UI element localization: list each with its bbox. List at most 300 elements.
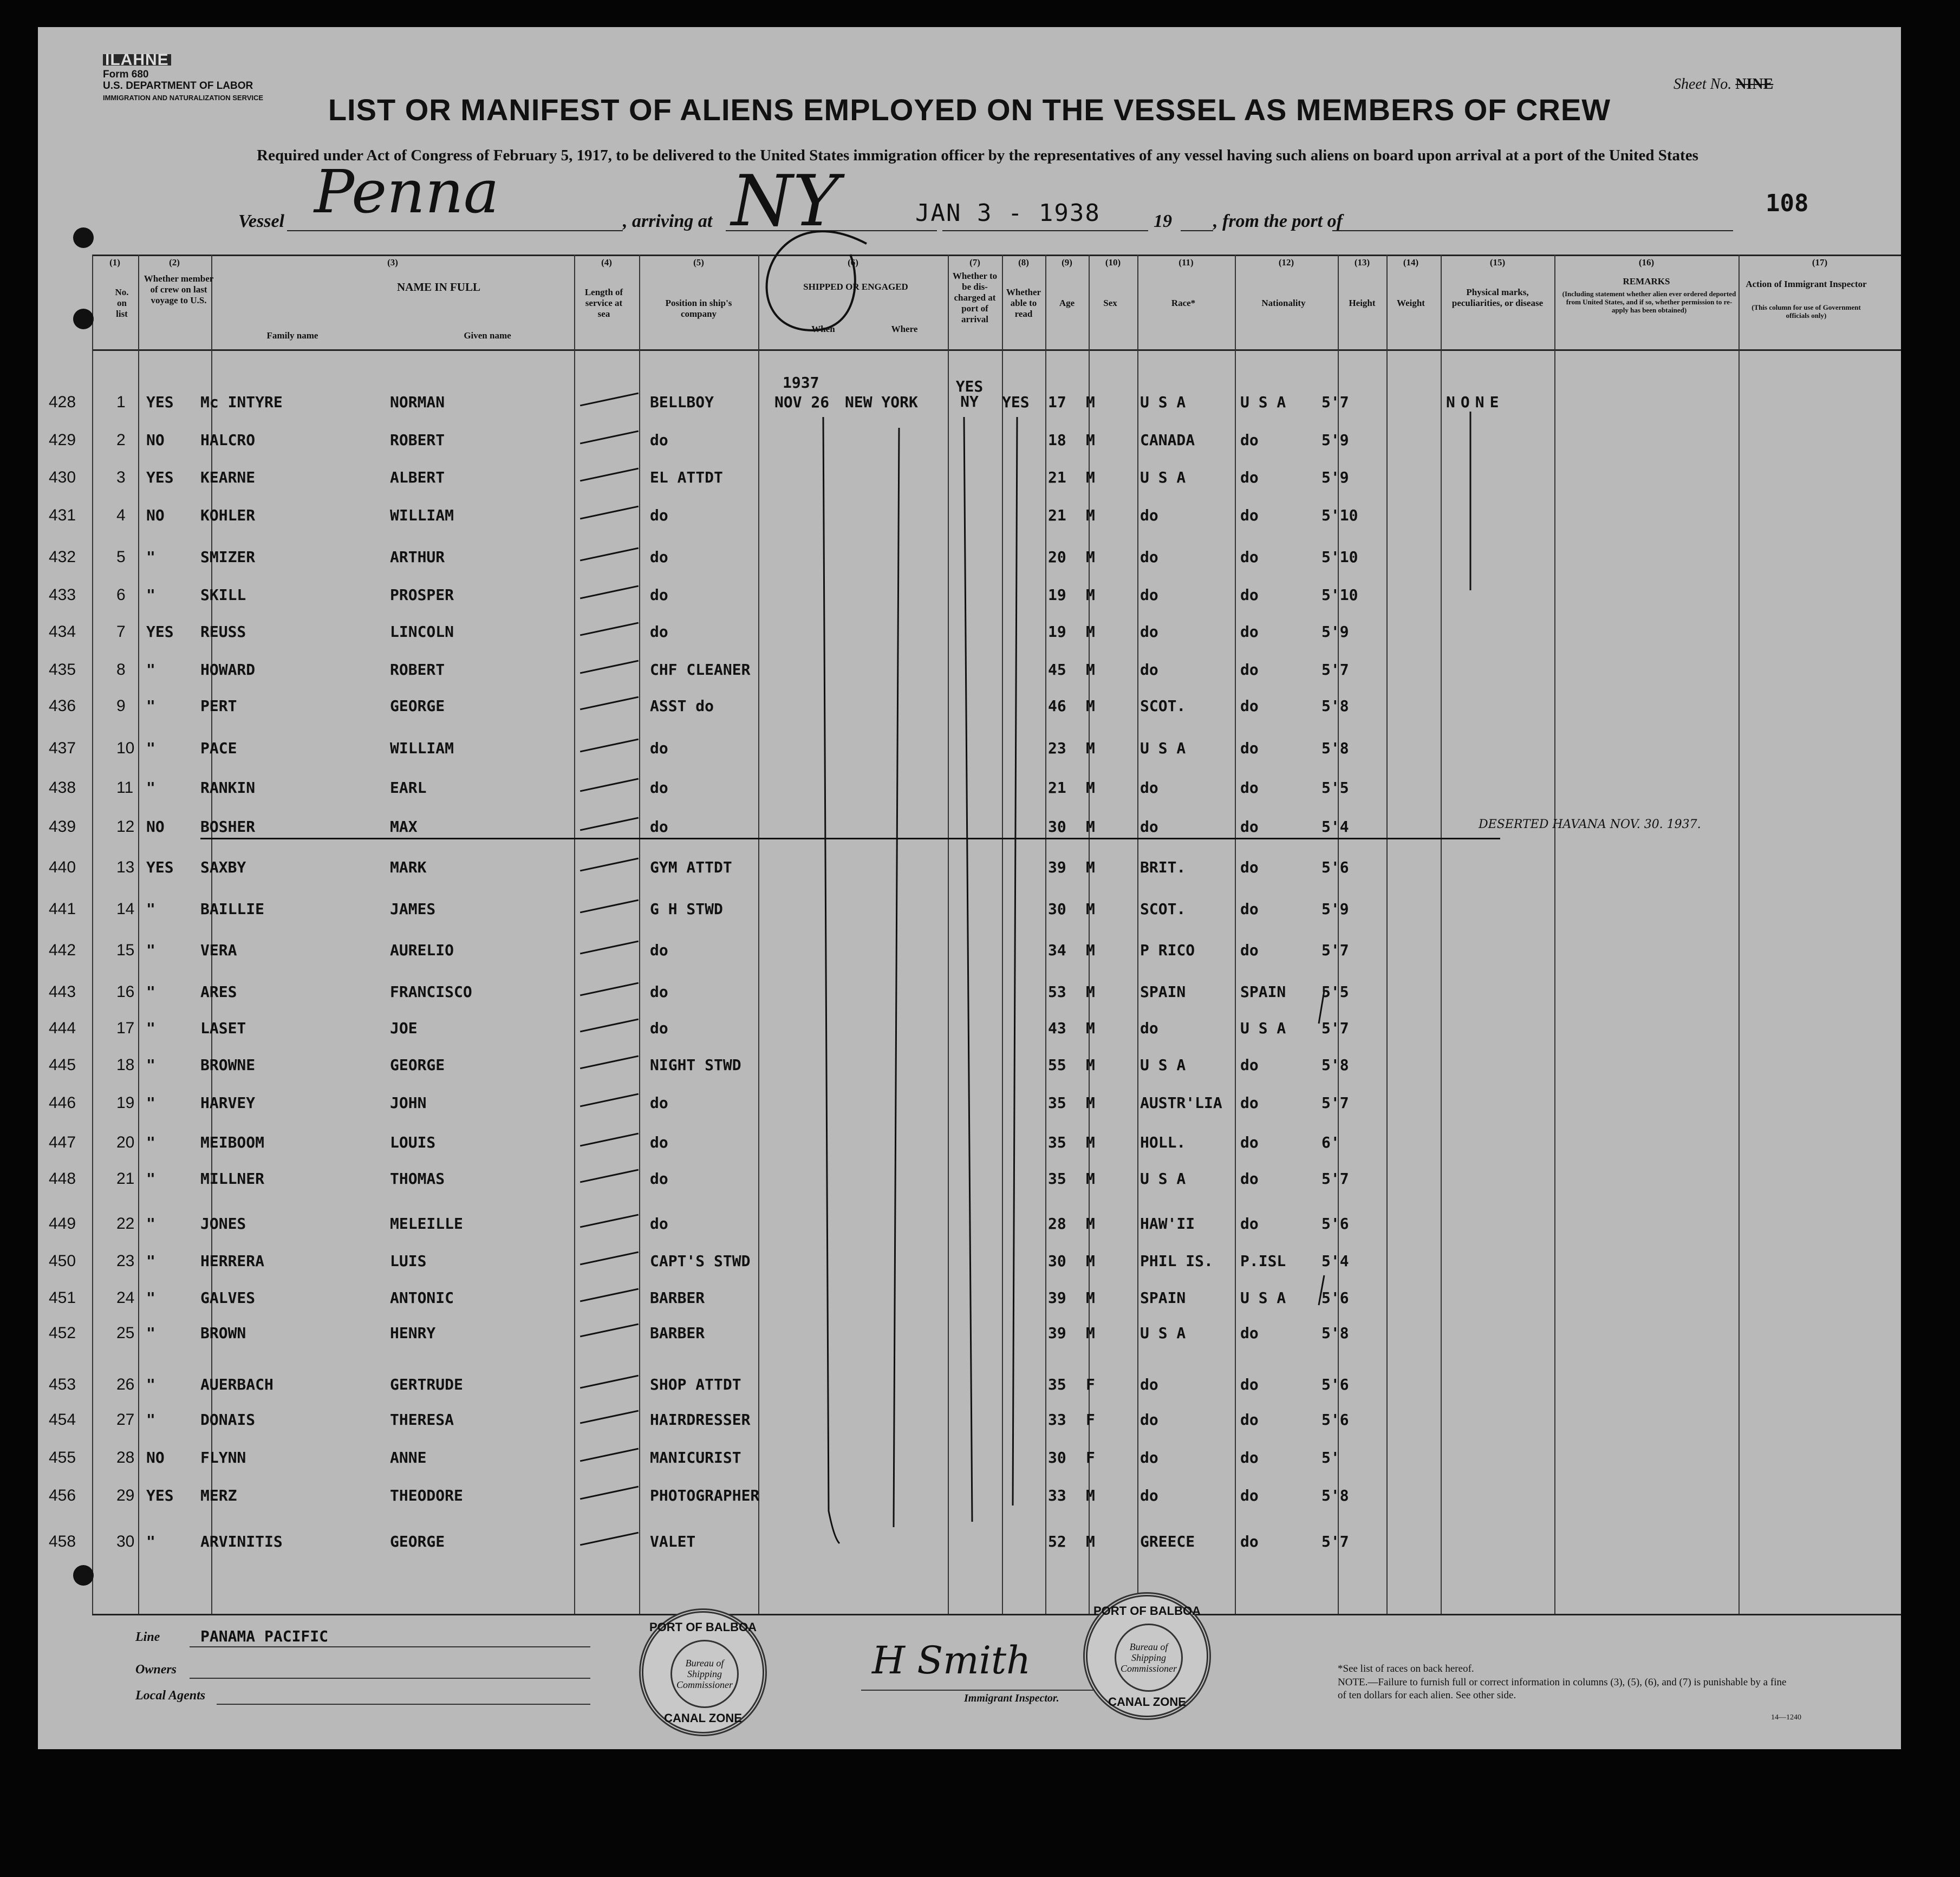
position: do <box>650 941 668 959</box>
position: do <box>650 623 668 641</box>
sex: M <box>1086 858 1095 876</box>
nationality: do <box>1240 431 1259 449</box>
given-name: JOHN <box>390 1094 427 1112</box>
sex: M <box>1086 818 1095 836</box>
given-name: AURELIO <box>390 941 454 959</box>
height: 5'5 <box>1321 983 1349 1001</box>
family-name: Mc INTYRE <box>200 393 283 411</box>
position: do <box>650 818 668 836</box>
list-number: 6 <box>116 586 126 604</box>
list-number: 17 <box>116 1019 135 1037</box>
height: 5'9 <box>1321 623 1349 641</box>
sex: M <box>1086 1252 1095 1270</box>
family-name: BROWN <box>200 1324 246 1342</box>
given-name: GEORGE <box>390 1056 445 1074</box>
height: 5'9 <box>1321 431 1349 449</box>
arriving-port-handwritten: NY <box>731 160 839 242</box>
column-number: (2) <box>169 257 180 268</box>
manifest-line-number: 431 <box>49 506 76 524</box>
height: 5'4 <box>1321 818 1349 836</box>
manifest-line-number: 439 <box>49 818 76 836</box>
height: 5'7 <box>1321 661 1349 679</box>
given-name: ANNE <box>390 1449 427 1467</box>
height: 5'6 <box>1321 1215 1349 1233</box>
inspector-signature: H Smith <box>872 1638 1031 1683</box>
sex: F <box>1086 1449 1095 1467</box>
family-name: AUERBACH <box>200 1376 274 1393</box>
nationality: U S A <box>1240 393 1286 411</box>
manifest-line-number: 454 <box>49 1411 76 1429</box>
crew-last-voyage: NO <box>146 506 165 524</box>
age: 18 <box>1048 431 1066 449</box>
manifest-line-number: 444 <box>49 1019 76 1037</box>
race: HAW'II <box>1140 1215 1195 1233</box>
column-number: (13) <box>1354 257 1370 268</box>
nationality: do <box>1240 779 1259 797</box>
manifest-line-number: 436 <box>49 697 76 715</box>
nationality: do <box>1240 1449 1259 1467</box>
owners-underline <box>190 1678 590 1679</box>
position: HAIRDRESSER <box>650 1411 751 1429</box>
header-weight: Weight <box>1397 298 1425 308</box>
list-number: 29 <box>116 1487 135 1504</box>
list-number: 14 <box>116 900 135 918</box>
given-name: ARTHUR <box>390 548 445 566</box>
list-number: 26 <box>116 1376 135 1393</box>
crew-last-voyage: " <box>146 1289 155 1307</box>
nationality: do <box>1240 623 1259 641</box>
able-to-read-value: YES <box>1002 393 1030 411</box>
nationality: U S A <box>1240 1289 1286 1307</box>
race: HOLL. <box>1140 1133 1186 1151</box>
family-name: VERA <box>200 941 237 959</box>
age: 46 <box>1048 697 1066 715</box>
race: do <box>1140 548 1158 566</box>
manifest-line-number: 433 <box>49 586 76 604</box>
family-name: MERZ <box>200 1487 237 1504</box>
list-number: 23 <box>116 1252 135 1270</box>
race: CANADA <box>1140 431 1195 449</box>
family-name: ARES <box>200 983 237 1001</box>
nationality: do <box>1240 468 1259 486</box>
manifest-line-number: 440 <box>49 858 76 876</box>
crew-last-voyage: " <box>146 1533 155 1550</box>
given-name: WILLIAM <box>390 739 454 757</box>
family-name: KOHLER <box>200 506 256 524</box>
race: SCOT. <box>1140 900 1186 918</box>
given-name: JAMES <box>390 900 436 918</box>
age: 35 <box>1048 1133 1066 1151</box>
age: 35 <box>1048 1094 1066 1112</box>
given-name: ROBERT <box>390 431 445 449</box>
age: 28 <box>1048 1215 1066 1233</box>
list-number: 7 <box>116 623 126 641</box>
age: 30 <box>1048 1449 1066 1467</box>
nationality: do <box>1240 818 1259 836</box>
port-balboa-seal-2 <box>1083 1592 1211 1720</box>
family-name: BOSHER <box>200 818 256 836</box>
age: 53 <box>1048 983 1066 1001</box>
age: 35 <box>1048 1376 1066 1393</box>
ditto-line-discharged <box>964 417 972 1522</box>
manifest-line-number: 441 <box>49 900 76 918</box>
crew-last-voyage: " <box>146 983 155 1001</box>
age: 52 <box>1048 1533 1066 1550</box>
age: 21 <box>1048 779 1066 797</box>
crew-last-voyage: NO <box>146 431 165 449</box>
given-name: GERTRUDE <box>390 1376 463 1393</box>
race: do <box>1140 779 1158 797</box>
race: U S A <box>1140 1170 1186 1188</box>
height: 5'10 <box>1321 548 1358 566</box>
family-name: DONAIS <box>200 1411 256 1429</box>
family-name: SAXBY <box>200 858 246 876</box>
header-nationality: Nationality <box>1261 298 1306 308</box>
race: SCOT. <box>1140 697 1186 715</box>
year-prefix: 19 <box>1154 211 1172 231</box>
age: 55 <box>1048 1056 1066 1074</box>
list-number: 8 <box>116 661 126 679</box>
race: do <box>1140 623 1158 641</box>
column-number: (17) <box>1812 257 1828 268</box>
crew-last-voyage: YES <box>146 1487 174 1504</box>
family-name: FLYNN <box>200 1449 246 1467</box>
height: 5'8 <box>1321 1324 1349 1342</box>
header-when: When <box>811 324 835 334</box>
owners-label: Owners <box>135 1663 177 1677</box>
position: do <box>650 1133 668 1151</box>
race: U S A <box>1140 1324 1186 1342</box>
nationality: do <box>1240 1133 1259 1151</box>
given-name: THEODORE <box>390 1487 463 1504</box>
sex: M <box>1086 1533 1095 1550</box>
race: SPAIN <box>1140 983 1186 1001</box>
family-name: JONES <box>200 1215 246 1233</box>
position: do <box>650 1170 668 1188</box>
header-where: Where <box>891 324 918 334</box>
given-name: THOMAS <box>390 1170 445 1188</box>
deserted-strike-line <box>200 838 1500 839</box>
age: 39 <box>1048 1289 1066 1307</box>
position: do <box>650 1019 668 1037</box>
shipped-year: 1937 <box>783 374 819 392</box>
height: 5'6 <box>1321 1289 1349 1307</box>
column-number: (10) <box>1105 257 1121 268</box>
height: 5'4 <box>1321 1252 1349 1270</box>
manifest-line-number: 442 <box>49 941 76 959</box>
header-remarks: REMARKS <box>1623 276 1670 286</box>
position: do <box>650 739 668 757</box>
height: 5'8 <box>1321 1056 1349 1074</box>
manifest-line-number: 448 <box>49 1170 76 1188</box>
position: do <box>650 983 668 1001</box>
crew-last-voyage: " <box>146 1215 155 1233</box>
header-height: Height <box>1349 298 1376 308</box>
family-name: ARVINITIS <box>200 1533 283 1550</box>
manifest-line-number: 458 <box>49 1533 76 1550</box>
crew-last-voyage: " <box>146 739 155 757</box>
crew-last-voyage: " <box>146 1019 155 1037</box>
line-value: PANAMA PACIFIC <box>200 1627 329 1645</box>
given-name: MARK <box>390 858 427 876</box>
races-note: *See list of races on back hereof. <box>1338 1663 1474 1674</box>
race: do <box>1140 1449 1158 1467</box>
family-name: PERT <box>200 697 237 715</box>
family-name: LASET <box>200 1019 246 1037</box>
list-number: 30 <box>116 1533 135 1550</box>
header-action-sub: (This column for use of Government officials only) <box>1751 303 1861 320</box>
sex: M <box>1086 941 1095 959</box>
nationality: do <box>1240 1324 1259 1342</box>
vessel-name-handwritten: Penna <box>314 157 499 226</box>
sex: M <box>1086 623 1095 641</box>
sex: M <box>1086 983 1095 1001</box>
given-name: EARL <box>390 779 427 797</box>
race: do <box>1140 1376 1158 1393</box>
sex: F <box>1086 1376 1095 1393</box>
given-name: GEORGE <box>390 1533 445 1550</box>
nationality: do <box>1240 586 1259 604</box>
list-number: 28 <box>116 1449 135 1467</box>
height: 5'9 <box>1321 900 1349 918</box>
age: 30 <box>1048 1252 1066 1270</box>
sex: M <box>1086 1487 1095 1504</box>
manifest-line-number: 451 <box>49 1289 76 1307</box>
nationality: do <box>1240 1533 1259 1550</box>
crew-last-voyage: " <box>146 586 155 604</box>
nationality: do <box>1240 697 1259 715</box>
family-name: HERRERA <box>200 1252 265 1270</box>
list-number: 3 <box>116 468 126 486</box>
list-number: 24 <box>116 1289 135 1307</box>
race: do <box>1140 661 1158 679</box>
sex: M <box>1086 779 1095 797</box>
height: 5'7 <box>1321 1170 1349 1188</box>
header-given-name: Given name <box>464 330 511 341</box>
race: U S A <box>1140 468 1186 486</box>
family-name: PACE <box>200 739 237 757</box>
list-number: 12 <box>116 818 135 836</box>
race: AUSTR'LIA <box>1140 1094 1222 1112</box>
list-number: 18 <box>116 1056 135 1074</box>
nationality: U S A <box>1240 1019 1286 1037</box>
position: do <box>650 1215 668 1233</box>
penalty-note: NOTE.—Failure to furnish full or correct information in columns (3), (5), (6), and (7) is punishable by a fine of ten dollars for each alien. See other side. <box>1338 1677 1787 1701</box>
service-name: IMMIGRATION AND NATURALIZATION SERVICE <box>103 94 264 102</box>
header-remarks-sub: (Including statement whether alien ever ordered deported from United States, and if so, whether permission to re-apply has been obtained) <box>1562 290 1736 314</box>
given-name: HENRY <box>390 1324 436 1342</box>
sex: M <box>1086 661 1095 679</box>
sex: M <box>1086 1215 1095 1233</box>
manifest-line-number: 432 <box>49 548 76 566</box>
list-number: 1 <box>116 393 126 411</box>
column-number: (8) <box>1018 257 1029 268</box>
list-number: 20 <box>116 1133 135 1151</box>
family-name: REUSS <box>200 623 246 641</box>
list-number: 25 <box>116 1324 135 1342</box>
list-number: 16 <box>116 983 135 1001</box>
height: 5'7 <box>1321 1094 1349 1112</box>
list-number: 19 <box>116 1094 135 1112</box>
family-name: GALVES <box>200 1289 256 1307</box>
height: 5'6 <box>1321 1411 1349 1429</box>
crew-last-voyage: " <box>146 1094 155 1112</box>
position: MANICURIST <box>650 1449 741 1467</box>
age: 30 <box>1048 900 1066 918</box>
nationality: do <box>1240 1056 1259 1074</box>
nationality: do <box>1240 941 1259 959</box>
sex: M <box>1086 900 1095 918</box>
race: U S A <box>1140 393 1186 411</box>
seal-top-text: PORT OF BALBOA <box>649 1620 757 1634</box>
agents-underline <box>217 1704 590 1705</box>
height: 5'10 <box>1321 586 1358 604</box>
from-port-label: , from the port of <box>1213 211 1343 231</box>
family-name: SMIZER <box>200 548 256 566</box>
list-number: 11 <box>116 779 134 797</box>
crew-last-voyage: YES <box>146 393 174 411</box>
age: 30 <box>1048 818 1066 836</box>
column-number: (3) <box>387 257 398 268</box>
family-name: MILLNER <box>200 1170 265 1188</box>
age: 21 <box>1048 506 1066 524</box>
agents-label: Local Agents <box>135 1689 206 1703</box>
manifest-line-number: 456 <box>49 1487 76 1504</box>
manifest-line-number: 453 <box>49 1376 76 1393</box>
sex: M <box>1086 1324 1095 1342</box>
manifest-line-number: 445 <box>49 1056 76 1074</box>
crew-last-voyage: " <box>146 1170 155 1188</box>
position: NIGHT STWD <box>650 1056 741 1074</box>
department-name: U.S. DEPARTMENT OF LABOR <box>103 80 253 92</box>
manifest-line-number: 435 <box>49 661 76 679</box>
sex: M <box>1086 1056 1095 1074</box>
port-balboa-seal-1 <box>639 1608 767 1736</box>
manifest-line-number: 438 <box>49 779 76 797</box>
position: EL ATTDT <box>650 468 723 486</box>
header-sex: Sex <box>1103 298 1117 308</box>
nationality: do <box>1240 548 1259 566</box>
sex: M <box>1086 431 1095 449</box>
position: do <box>650 506 668 524</box>
list-number: 10 <box>116 739 135 757</box>
manifest-line-number: 449 <box>49 1215 76 1233</box>
given-name: MELEILLE <box>390 1215 463 1233</box>
race: do <box>1140 586 1158 604</box>
position: do <box>650 586 668 604</box>
height: 5'8 <box>1321 739 1349 757</box>
header-length-service: Length of service at sea <box>584 287 623 319</box>
list-number: 27 <box>116 1411 135 1429</box>
nationality: do <box>1240 1215 1259 1233</box>
date-scribble <box>767 231 867 330</box>
list-number: 22 <box>116 1215 135 1233</box>
seal-bottom-text: CANAL ZONE <box>1108 1695 1186 1709</box>
crew-last-voyage: " <box>146 779 155 797</box>
punch-hole <box>73 227 94 248</box>
signature-underline <box>861 1690 1132 1691</box>
form-code: 14—1240 <box>1771 1713 1801 1722</box>
race: BRIT. <box>1140 858 1186 876</box>
page-subtitle: Required under Act of Congress of February 5, 1917, to be delivered to the United States immigration officer by the representatives of any vessel having such aliens on board upon arrival at a port of the United States <box>257 147 1698 164</box>
header-position: Position in ship's company <box>665 298 732 319</box>
age: 45 <box>1048 661 1066 679</box>
race: do <box>1140 506 1158 524</box>
header-family-name: Family name <box>266 330 318 341</box>
manifest-line-number: 434 <box>49 623 76 641</box>
manifest-line-number: 450 <box>49 1252 76 1270</box>
manifest-line-number: 455 <box>49 1449 76 1467</box>
nationality: do <box>1240 1170 1259 1188</box>
crew-last-voyage: NO <box>146 818 165 836</box>
physical-marks-value: NONE <box>1446 393 1505 411</box>
header-whether-member: Whether member of crew on last voyage to U.S. <box>144 273 214 305</box>
given-name: ANTONIC <box>390 1289 454 1307</box>
page-title: LIST OR MANIFEST OF ALIENS EMPLOYED ON THE VESSEL AS MEMBERS OF CREW <box>328 93 1611 127</box>
position: do <box>650 548 668 566</box>
given-name: PROSPER <box>390 586 454 604</box>
sex: M <box>1086 586 1095 604</box>
ditto-line-when <box>823 417 839 1543</box>
sex: F <box>1086 1411 1095 1429</box>
age: 20 <box>1048 548 1066 566</box>
race: do <box>1140 1411 1158 1429</box>
list-number: 5 <box>116 548 126 566</box>
sex: M <box>1086 1289 1095 1307</box>
manifest-line-number: 446 <box>49 1094 76 1112</box>
ditto-line-read <box>1013 417 1017 1505</box>
crew-last-voyage: YES <box>146 468 174 486</box>
height: 5'6 <box>1321 858 1349 876</box>
race: do <box>1140 1019 1158 1037</box>
age: 43 <box>1048 1019 1066 1037</box>
height: 5'10 <box>1321 506 1358 524</box>
header-able-to-read: Whether able to read <box>1006 287 1041 319</box>
family-name: BAILLIE <box>200 900 265 918</box>
nationality: do <box>1240 739 1259 757</box>
family-name: KEARNE <box>200 468 256 486</box>
header-age: Age <box>1059 298 1075 308</box>
position: PHOTOGRAPHER <box>650 1487 760 1504</box>
family-name: SKILL <box>200 586 246 604</box>
crew-last-voyage: " <box>146 1376 155 1393</box>
sex: M <box>1086 1094 1095 1112</box>
ditto-line-where <box>894 428 899 1527</box>
position: do <box>650 1094 668 1112</box>
sex: M <box>1086 739 1095 757</box>
age: 39 <box>1048 1324 1066 1342</box>
crew-last-voyage: " <box>146 661 155 679</box>
list-number: 15 <box>116 941 135 959</box>
sex: M <box>1086 697 1095 715</box>
column-number: (5) <box>693 257 704 268</box>
nationality: do <box>1240 1094 1259 1112</box>
position: do <box>650 779 668 797</box>
given-name: ALBERT <box>390 468 445 486</box>
line-label: Line <box>135 1630 160 1644</box>
given-name: MAX <box>390 818 418 836</box>
crew-last-voyage: YES <box>146 623 174 641</box>
age: 21 <box>1048 468 1066 486</box>
nationality: do <box>1240 506 1259 524</box>
manifest-line-number: 430 <box>49 468 76 486</box>
height: 5' <box>1321 1449 1340 1467</box>
position: ASST do <box>650 697 714 715</box>
position: G H STWD <box>650 900 723 918</box>
inspector-label: Immigrant Inspector. <box>964 1692 1059 1704</box>
age: 17 <box>1048 393 1066 411</box>
race: PHIL IS. <box>1140 1252 1213 1270</box>
